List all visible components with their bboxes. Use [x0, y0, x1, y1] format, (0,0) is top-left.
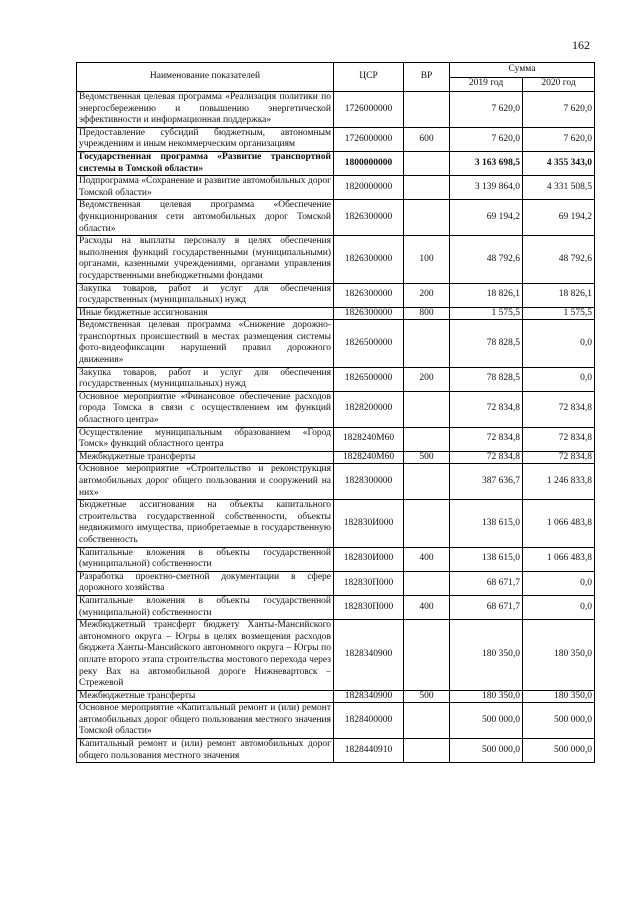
row-vr [404, 200, 450, 236]
row-name: Основное мероприятие «Строительство и реконструкция автомобильных дорог общего пользования и сооружений на них» [77, 464, 334, 500]
budget-table [76, 62, 595, 763]
row-value-2019: 138 615,0 [450, 547, 523, 571]
row-name: Иные бюджетные ассигнования [77, 307, 334, 320]
row-value-2019: 78 828,5 [450, 320, 523, 367]
row-name: Предоставление субсидий бюджетным, автономным учреждениям и иным некоммерческим организациям [77, 127, 334, 151]
row-value-2020: 4 331 508,5 [523, 176, 595, 200]
row-csr: 1828340900 [334, 620, 404, 691]
table-row [77, 595, 595, 619]
table-row [77, 571, 595, 595]
row-name: Капитальный ремонт и (или) ремонт автомобильных дорог общего пользования местного значения [77, 739, 334, 763]
row-csr: 1820000000 [334, 176, 404, 200]
header-year-2020: 2020 год [523, 77, 595, 92]
row-csr: 1826300000 [334, 236, 404, 283]
table-row [77, 320, 595, 367]
row-value-2020: 0,0 [523, 320, 595, 367]
table-row [77, 391, 595, 427]
row-name: Закупка товаров, работ и услуг для обеспечения государственных (муниципальных) нужд [77, 283, 334, 307]
row-value-2020: 500 000,0 [523, 739, 595, 763]
row-csr: 1726000000 [334, 127, 404, 151]
row-value-2020: 69 194,2 [523, 200, 595, 236]
row-vr [404, 464, 450, 500]
table-row [77, 127, 595, 151]
row-value-2020: 0,0 [523, 595, 595, 619]
row-value-2019: 500 000,0 [450, 703, 523, 739]
row-value-2019: 500 000,0 [450, 739, 523, 763]
row-value-2020: 72 834,8 [523, 391, 595, 427]
row-value-2019: 387 636,7 [450, 464, 523, 500]
table-row [77, 176, 595, 200]
row-value-2020: 180 350,0 [523, 690, 595, 703]
row-value-2019: 18 826,1 [450, 283, 523, 307]
row-csr: 182830И000 [334, 500, 404, 547]
row-vr [404, 571, 450, 595]
row-vr: 500 [404, 451, 450, 464]
row-value-2019: 138 615,0 [450, 500, 523, 547]
row-value-2019: 68 671,7 [450, 571, 523, 595]
table-row [77, 200, 595, 236]
row-value-2020: 500 000,0 [523, 703, 595, 739]
row-name: Капитальные вложения в объекты государственной (муниципальной) собственности [77, 595, 334, 619]
header-year-2019: 2019 год [450, 77, 523, 92]
row-value-2020: 180 350,0 [523, 620, 595, 691]
row-csr: 1828440910 [334, 739, 404, 763]
table-row [77, 427, 595, 451]
row-value-2019: 72 834,8 [450, 451, 523, 464]
row-csr: 1828400000 [334, 703, 404, 739]
row-value-2019: 7 620,0 [450, 127, 523, 151]
row-value-2019: 3 163 698,5 [450, 151, 523, 175]
row-value-2020: 1 575,5 [523, 307, 595, 320]
row-name: Ведомственная целевая программа «Снижение дорожно-транспортных происшествий в местах размещения системы фото-видеофиксации нарушений правил дорожного движения» [77, 320, 334, 367]
row-value-2019: 7 620,0 [450, 92, 523, 128]
row-value-2020: 7 620,0 [523, 127, 595, 151]
table-row [77, 620, 595, 691]
table-row [77, 236, 595, 283]
header-vr: ВР [404, 63, 450, 92]
row-name: Закупка товаров, работ и услуг для обеспечения государственных (муниципальных) нужд [77, 367, 334, 391]
table-row [77, 500, 595, 547]
row-value-2020: 1 246 833,8 [523, 464, 595, 500]
table-row [77, 703, 595, 739]
row-csr: 1826300000 [334, 200, 404, 236]
header-csr: ЦСР [334, 63, 404, 92]
row-name: Бюджетные ассигнования на объекты капитального строительства государственной собственности, объекты недвижимого имущества, приобретаемые в государственную собственность [77, 500, 334, 547]
row-name: Межбюджетный трансферт бюджету Ханты-Мансийского автономного округа – Югры в целях возмещения расходов бюджета Ханты-Мансийского автономного округа – Югры по оплате второго этапа строительства мостового перехода через реку Вах на автомобильной дороге Нижневартовск – Стрежевой [77, 620, 334, 691]
row-value-2020: 1 066 483,8 [523, 500, 595, 547]
row-vr [404, 151, 450, 175]
row-vr: 600 [404, 127, 450, 151]
row-name: Капитальные вложения в объекты государственной (муниципальной) собственности [77, 547, 334, 571]
row-vr [404, 739, 450, 763]
row-vr [404, 620, 450, 691]
row-vr: 200 [404, 283, 450, 307]
row-vr [404, 92, 450, 128]
header-name: Наименование показателей [77, 63, 334, 92]
table-row [77, 451, 595, 464]
row-vr: 400 [404, 547, 450, 571]
row-vr [404, 500, 450, 547]
row-csr: 1826300000 [334, 283, 404, 307]
row-name: Межбюджетные трансферты [77, 451, 334, 464]
table-row [77, 307, 595, 320]
row-csr: 1800000000 [334, 151, 404, 175]
row-name: Межбюджетные трансферты [77, 690, 334, 703]
table-row [77, 283, 595, 307]
row-vr: 400 [404, 595, 450, 619]
table-row [77, 367, 595, 391]
page-number: 162 [572, 38, 590, 52]
row-name: Основное мероприятие «Капитальный ремонт и (или) ремонт автомобильных дорог общего пользования местного значения Томской области» [77, 703, 334, 739]
row-name: Подпрограмма «Сохранение и развитие автомобильных дорог Томской области» [77, 176, 334, 200]
row-value-2019: 3 139 864,0 [450, 176, 523, 200]
table-row [77, 464, 595, 500]
table-row [77, 92, 595, 128]
row-value-2019: 1 575,5 [450, 307, 523, 320]
row-name: Ведомственная целевая программа «Обеспечение функционирования сети автомобильных дорог Томской области» [77, 200, 334, 236]
row-value-2020: 0,0 [523, 367, 595, 391]
row-value-2019: 180 350,0 [450, 620, 523, 691]
row-value-2020: 72 834,8 [523, 451, 595, 464]
row-vr [404, 320, 450, 367]
row-value-2020: 18 826,1 [523, 283, 595, 307]
row-value-2019: 72 834,8 [450, 427, 523, 451]
row-value-2019: 48 792,6 [450, 236, 523, 283]
row-name: Расходы на выплаты персоналу в целях обеспечения выполнения функций государственными (муниципальными) органами, казенными учреждениями, органами управления государственными внебюджетными фондами [77, 236, 334, 283]
row-value-2020: 7 620,0 [523, 92, 595, 128]
row-value-2019: 69 194,2 [450, 200, 523, 236]
row-value-2020: 1 066 483,8 [523, 547, 595, 571]
row-csr: 182830П000 [334, 595, 404, 619]
row-vr [404, 391, 450, 427]
row-csr: 1828300000 [334, 464, 404, 500]
row-name: Разработка проектно-сметной документации в сфере дорожного хозяйства [77, 571, 334, 595]
row-value-2020: 0,0 [523, 571, 595, 595]
table-row [77, 151, 595, 175]
row-csr: 182830И000 [334, 547, 404, 571]
row-csr: 1826500000 [334, 320, 404, 367]
table-header-row [77, 63, 595, 78]
row-csr: 1828340900 [334, 690, 404, 703]
row-vr: 200 [404, 367, 450, 391]
row-vr: 800 [404, 307, 450, 320]
row-value-2019: 180 350,0 [450, 690, 523, 703]
row-name: Ведомственная целевая программа «Реализация политики по энергосбережению и повышению энергетической эффективности и информационная поддержка» [77, 92, 334, 128]
row-vr [404, 176, 450, 200]
row-csr: 1726000000 [334, 92, 404, 128]
row-csr: 1826500000 [334, 367, 404, 391]
row-value-2019: 68 671,7 [450, 595, 523, 619]
row-name: Осуществление муниципальным образованием «Город Томск» функций областного центра [77, 427, 334, 451]
row-value-2020: 48 792,6 [523, 236, 595, 283]
row-vr: 100 [404, 236, 450, 283]
row-value-2019: 78 828,5 [450, 367, 523, 391]
row-value-2020: 72 834,8 [523, 427, 595, 451]
row-value-2019: 72 834,8 [450, 391, 523, 427]
row-csr: 1828200000 [334, 391, 404, 427]
table-row [77, 690, 595, 703]
row-name: Основное мероприятие «Финансовое обеспечение расходов города Томска в связи с осуществлением им функций областного центра» [77, 391, 334, 427]
row-csr: 182830П000 [334, 571, 404, 595]
table-row [77, 739, 595, 763]
row-vr: 500 [404, 690, 450, 703]
row-value-2020: 4 355 343,0 [523, 151, 595, 175]
row-vr [404, 703, 450, 739]
row-csr: 1826300000 [334, 307, 404, 320]
row-csr: 1828240М60 [334, 427, 404, 451]
header-sum: Сумма [450, 63, 595, 78]
row-csr: 1828240М60 [334, 451, 404, 464]
row-name: Государственная программа «Развитие транспортной системы в Томской области» [77, 151, 334, 175]
table-row [77, 547, 595, 571]
row-vr [404, 427, 450, 451]
